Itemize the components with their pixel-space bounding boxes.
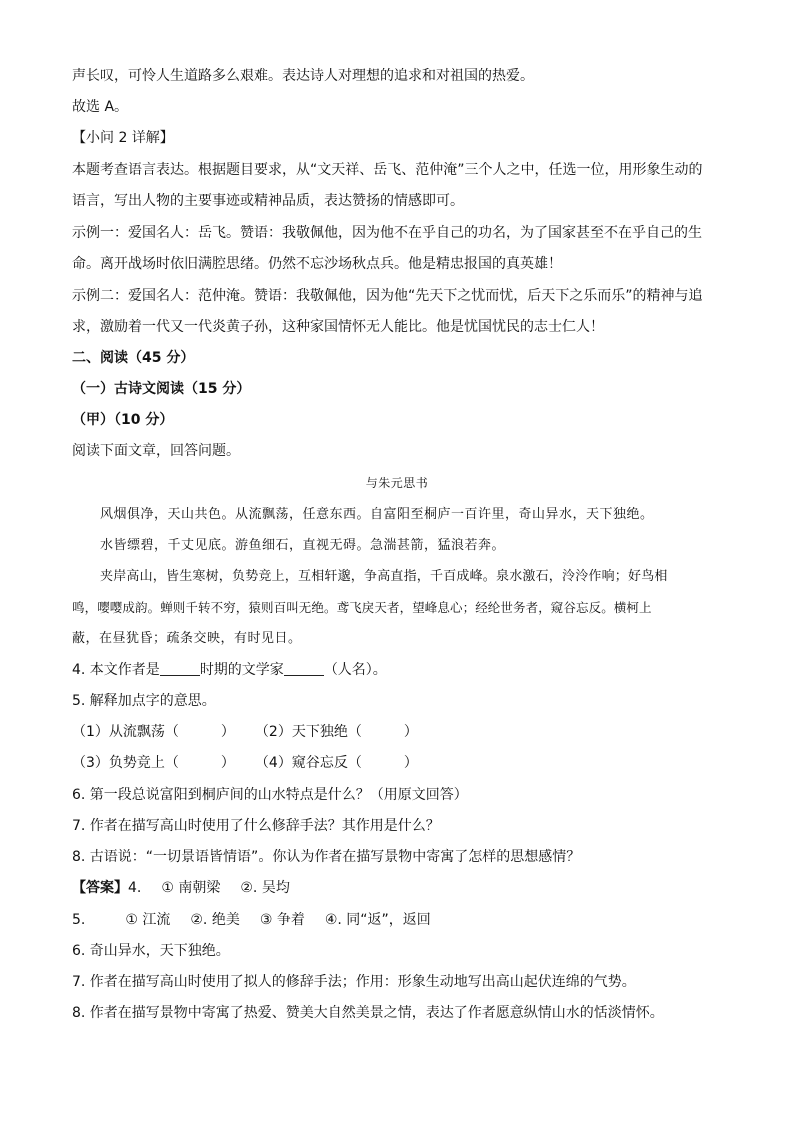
answer-number: 4. xyxy=(128,880,142,896)
answer-item: ②. 吴均 xyxy=(240,880,290,896)
passage-paragraph: 风烟俱净，天山共色。从流飘荡，任意东西。自富阳至桐庐一百许里，奇山异水，天下独绝。 xyxy=(100,507,654,522)
text-line: 求，激励着一代又一代炎黄子孙，这种家国情怀无人能比。他是忧国忧民的志士仁人！ xyxy=(72,319,604,335)
passage-title: 与朱元思书 xyxy=(365,476,429,490)
answer-item: ① 江流 xyxy=(125,912,171,928)
question-8: 8. 古语说：“一切景语皆情语”。你认为作者在描写景物中寄寓了怎样的思想感情？ xyxy=(72,849,581,865)
answer-6: 6. 奇山异水，天下独绝。 xyxy=(72,943,230,959)
passage-paragraph: 蔽，在昼犹昏；疏条交映，有时见日。 xyxy=(72,631,302,646)
question-text: （人名）。 xyxy=(323,662,387,678)
sub-question: （1）从流飘荡（ ） xyxy=(72,724,235,740)
answer-item: ②. 绝美 xyxy=(190,912,240,928)
question-5-items xyxy=(72,722,732,742)
text-line: 语言，写出人物的主要事迹或精神品质，表达赞扬的情感即可。 xyxy=(72,193,464,209)
answer-item: ① 南朝梁 xyxy=(161,880,221,896)
sub-question: （4）窥谷忘反（ ） xyxy=(254,755,418,771)
answer-label: 【答案】 xyxy=(72,880,128,896)
answer-blank xyxy=(284,661,324,676)
question-6: 6. 第一段总说富阳到桐庐间的山水特点是什么？（用原文回答） xyxy=(72,787,468,803)
text-line: 故选 A。 xyxy=(72,99,129,115)
question-text: 4. 本文作者是 xyxy=(72,662,160,678)
answer-item: ④. 同“返”，返回 xyxy=(324,912,431,928)
answer-4 xyxy=(72,878,732,898)
answer-item: ③ 争着 xyxy=(259,912,305,928)
instruction-line: 阅读下面文章，回答问题。 xyxy=(72,443,240,459)
question-text: 时期的文学家 xyxy=(199,662,284,678)
answer-number: 5. xyxy=(72,912,86,928)
question-5: 5. 解释加点字的意思。 xyxy=(72,693,216,709)
text-line: 声长叹，可怜人生道路多么艰难。表达诗人对理想的追求和对祖国的热爱。 xyxy=(72,68,534,84)
subsection-heading: （一）古诗文阅读（15 分） xyxy=(72,381,251,397)
text-line: 命。离开战场时依旧满腔思绪。仍然不忘沙场秋点兵。他是精忠报国的真英雄！ xyxy=(72,256,562,272)
text-line: 示例二：爱国名人：范仲淹。赞语：我敬佩他，因为他“先天下之忧而忧，后天下之乐而乐”的精神与追 xyxy=(72,288,703,304)
question-5-items xyxy=(72,753,732,773)
answer-7: 7. 作者在描写高山时使用了拟人的修辞手法；作用：形象生动地写出高山起伏连绵的气势。 xyxy=(72,974,636,990)
answer-5 xyxy=(72,910,732,930)
sub-question: （3）负势竞上（ ） xyxy=(72,755,235,771)
question-7: 7. 作者在描写高山时使用了什么修辞手法？其作用是什么？ xyxy=(72,818,440,834)
answer-8: 8. 作者在描写景物中寄寓了热爱、赞美大自然美景之情，表达了作者愿意纵情山水的恬淡情怀。 xyxy=(72,1005,664,1021)
sub-question: （2）天下独绝（ ） xyxy=(254,724,418,740)
text-line: 示例一：爱国名人：岳飞。赞语：我敬佩他，因为他不在乎自己的功名，为了国家甚至不在乎自己的生 xyxy=(72,225,702,241)
text-line: 本题考查语言表达。根据题目要求，从“文天祥、岳飞、范仲淹”三个人之中，任选一位，用形象生动的 xyxy=(72,162,703,178)
section-heading: 【小问 2 详解】 xyxy=(72,130,174,146)
passage-paragraph: 鸣，嘤嘤成韵。蝉则千转不穷，猿则百叫无绝。鸢飞戾天者，望峰息心；经纶世务者，窥谷忘反。横柯上 xyxy=(72,600,652,615)
answer-blank xyxy=(160,661,200,676)
passage-paragraph: 夹岸高山，皆生寒树，负势竞上，互相轩邈，争高直指，千百成峰。泉水激石，泠泠作响；好鸟相 xyxy=(100,569,668,584)
question-4 xyxy=(72,660,732,680)
subsection-heading: （甲）（10 分） xyxy=(72,412,174,428)
passage-paragraph: 水皆缥碧，千丈见底。游鱼细石，直视无碍。急湍甚箭，猛浪若奔。 xyxy=(100,538,506,553)
section-heading: 二、阅读（45 分） xyxy=(72,350,195,366)
